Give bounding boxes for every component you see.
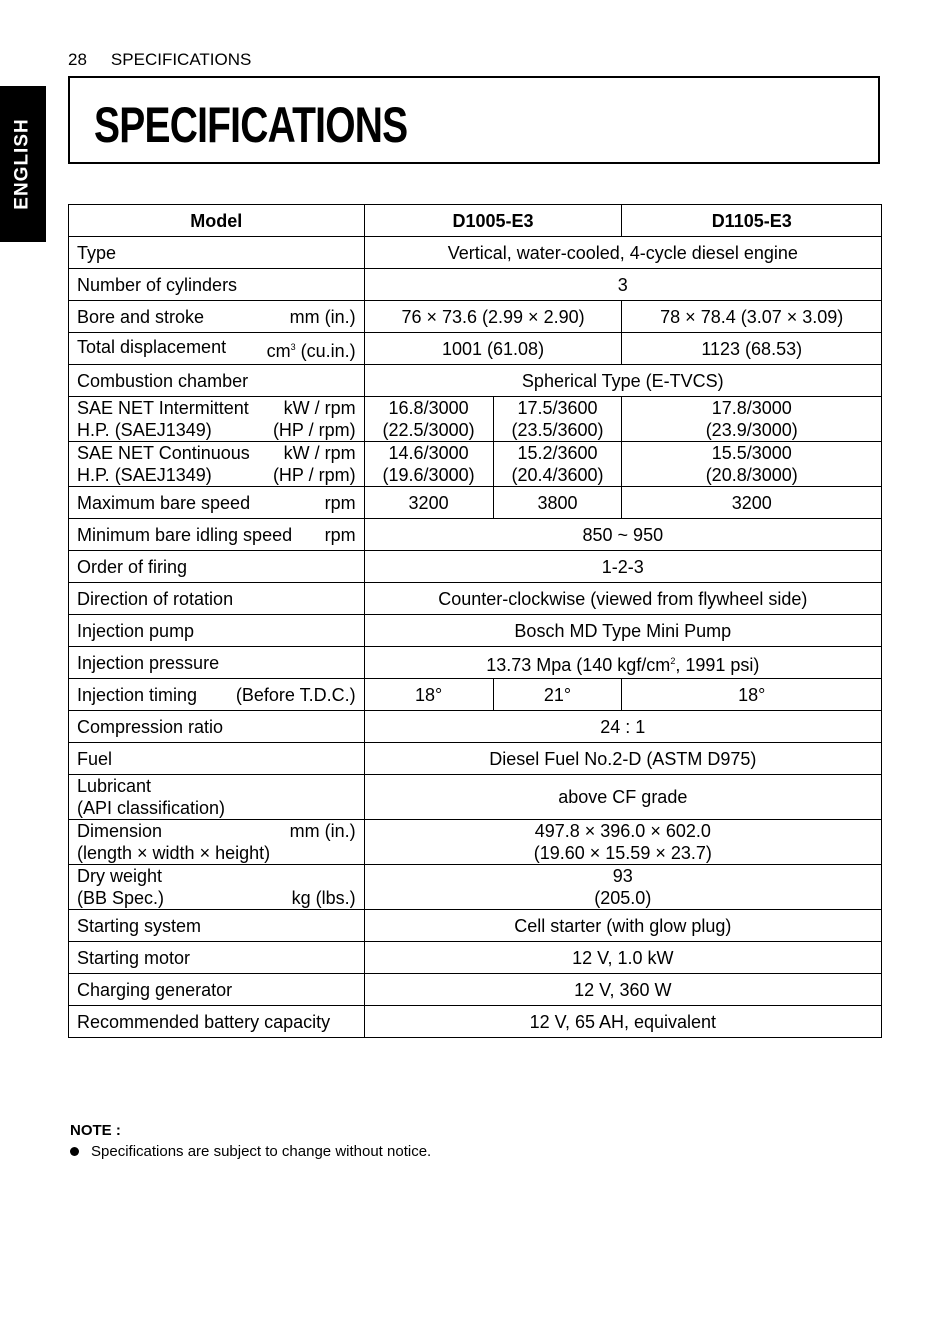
note-text: Specifications are subject to change without notice. [91,1143,432,1160]
row-label-cell [69,333,365,365]
row-label-cell: Dimension mm (in.) (length × width × height) [69,820,365,865]
value-cell: 17.8/3000 (23.9/3000) [622,397,882,442]
row-value: 3 [364,269,881,301]
row-label: Starting system [69,910,365,942]
row-value: 93 (205.0) [364,865,881,910]
value-cell: 3200 [364,487,493,519]
row-label-cell [69,301,365,333]
row-value: 497.8 × 396.0 × 602.0 (19.60 × 15.59 × 23.7) [364,820,881,865]
table-row [69,442,882,487]
table-row [69,583,882,615]
row-label: Combustion chamber [69,365,365,397]
table-row [69,397,882,442]
note-section [70,1122,431,1160]
value-cell: 17.5/3600 (23.5/3600) [493,397,622,442]
table-row [69,711,882,743]
language-tab [0,86,46,242]
row-value: Counter-clockwise (viewed from flywheel side) [364,583,881,615]
table-row [69,269,882,301]
row-value: Cell starter (with glow plug) [364,910,881,942]
value-cell: 15.2/3600 (20.4/3600) [493,442,622,487]
value-cell: 16.8/3000 (22.5/3000) [364,397,493,442]
table-row [69,910,882,942]
page-title: SPECIFICATIONS [94,97,408,153]
row-label: Starting motor [69,942,365,974]
table-row [69,615,882,647]
row-value: 850 ~ 950 [364,519,881,551]
row-label: Direction of rotation [69,583,365,615]
row-label-cell: Injection timing (Before T.D.C.) [69,679,365,711]
row-value: 12 V, 65 AH, equivalent [364,1006,881,1038]
page-header [68,50,275,70]
row-label: Injection pressure [69,647,365,679]
section-name: SPECIFICATIONS [110,50,252,69]
row-label: Compression ratio [69,711,365,743]
value-cell: 21° [493,679,622,711]
row-value: Bosch MD Type Mini Pump [364,615,881,647]
table-row [69,301,882,333]
row-value: 1-2-3 [364,551,881,583]
row-label-cell: Dry weight (BB Spec.) kg (lbs.) [69,865,365,910]
value-cell: 15.5/3000 (20.8/3000) [622,442,882,487]
note-item [70,1143,431,1160]
table-row [69,237,882,269]
row-unit: $cm^3$ (cu.in.) [266,340,356,361]
row-unit: mm (in.) [289,306,356,327]
table-row [69,679,882,711]
value-model-a: 76 × 73.6 (2.99 × 2.90) [364,301,622,333]
row-label: Injection pump [69,615,365,647]
row-value: Diesel Fuel No.2-D (ASTM D975) [364,743,881,775]
page-number: 28 [68,50,87,69]
row-label-cell: SAE NET Intermittent kW / rpm H.P. (SAEJ1349) (HP / rpm) [69,397,365,442]
header-model-b: D1105-E3 [622,205,882,237]
row-value: above CF grade [364,775,881,820]
row-label: Fuel [69,743,365,775]
row-label-cell: Lubricant (API classification) [69,775,365,820]
table-row [69,743,882,775]
row-label: Total displacement [77,336,227,357]
note-heading: NOTE : [70,1122,121,1139]
table-row [69,519,882,551]
value-cell: 18° [622,679,882,711]
row-value: Spherical Type (E-TVCS) [364,365,881,397]
table-row [69,365,882,397]
table-row [69,974,882,1006]
bullet-icon [70,1147,79,1156]
value-cell: 14.6/3000 (19.6/3000) [364,442,493,487]
row-label-cell: Maximum bare speed rpm [69,487,365,519]
value-model-b: 78 × 78.4 (3.07 × 3.09) [622,301,882,333]
table-row [69,333,882,365]
row-label: Recommended battery capacity [69,1006,365,1038]
table-row [69,942,882,974]
table-row [69,551,882,583]
language-label: ENGLISH [12,118,34,210]
table-row [69,647,882,679]
title-box [68,76,880,164]
table-row [69,775,882,820]
row-label: Bore and stroke [77,306,205,327]
row-label: Number of cylinders [69,269,365,301]
value-model-a: 1001 (61.08) [364,333,622,365]
table-row [69,865,882,910]
row-label: Type [69,237,365,269]
row-label-cell: Minimum bare idling speed rpm [69,519,365,551]
header-model: Model [69,205,365,237]
row-value: 24 : 1 [364,711,881,743]
row-value: 12 V, 360 W [364,974,881,1006]
value-cell: 3800 [493,487,622,519]
row-label: Charging generator [69,974,365,1006]
table-header-row [69,205,882,237]
row-value: 13.73 Mpa (140 kgf/$cm^2$, 1991 psi) [364,647,881,679]
row-value: 12 V, 1.0 kW [364,942,881,974]
value-cell: 18° [364,679,493,711]
spec-table [68,204,882,1038]
row-label-cell: SAE NET Continuous kW / rpm H.P. (SAEJ1349) (HP / rpm) [69,442,365,487]
table-row [69,487,882,519]
row-value: Vertical, water-cooled, 4-cycle diesel engine [364,237,881,269]
table-row [69,820,882,865]
row-label: Order of firing [69,551,365,583]
table-row [69,1006,882,1038]
value-model-b: 1123 (68.53) [622,333,882,365]
header-model-a: D1005-E3 [364,205,622,237]
value-cell: 3200 [622,487,882,519]
